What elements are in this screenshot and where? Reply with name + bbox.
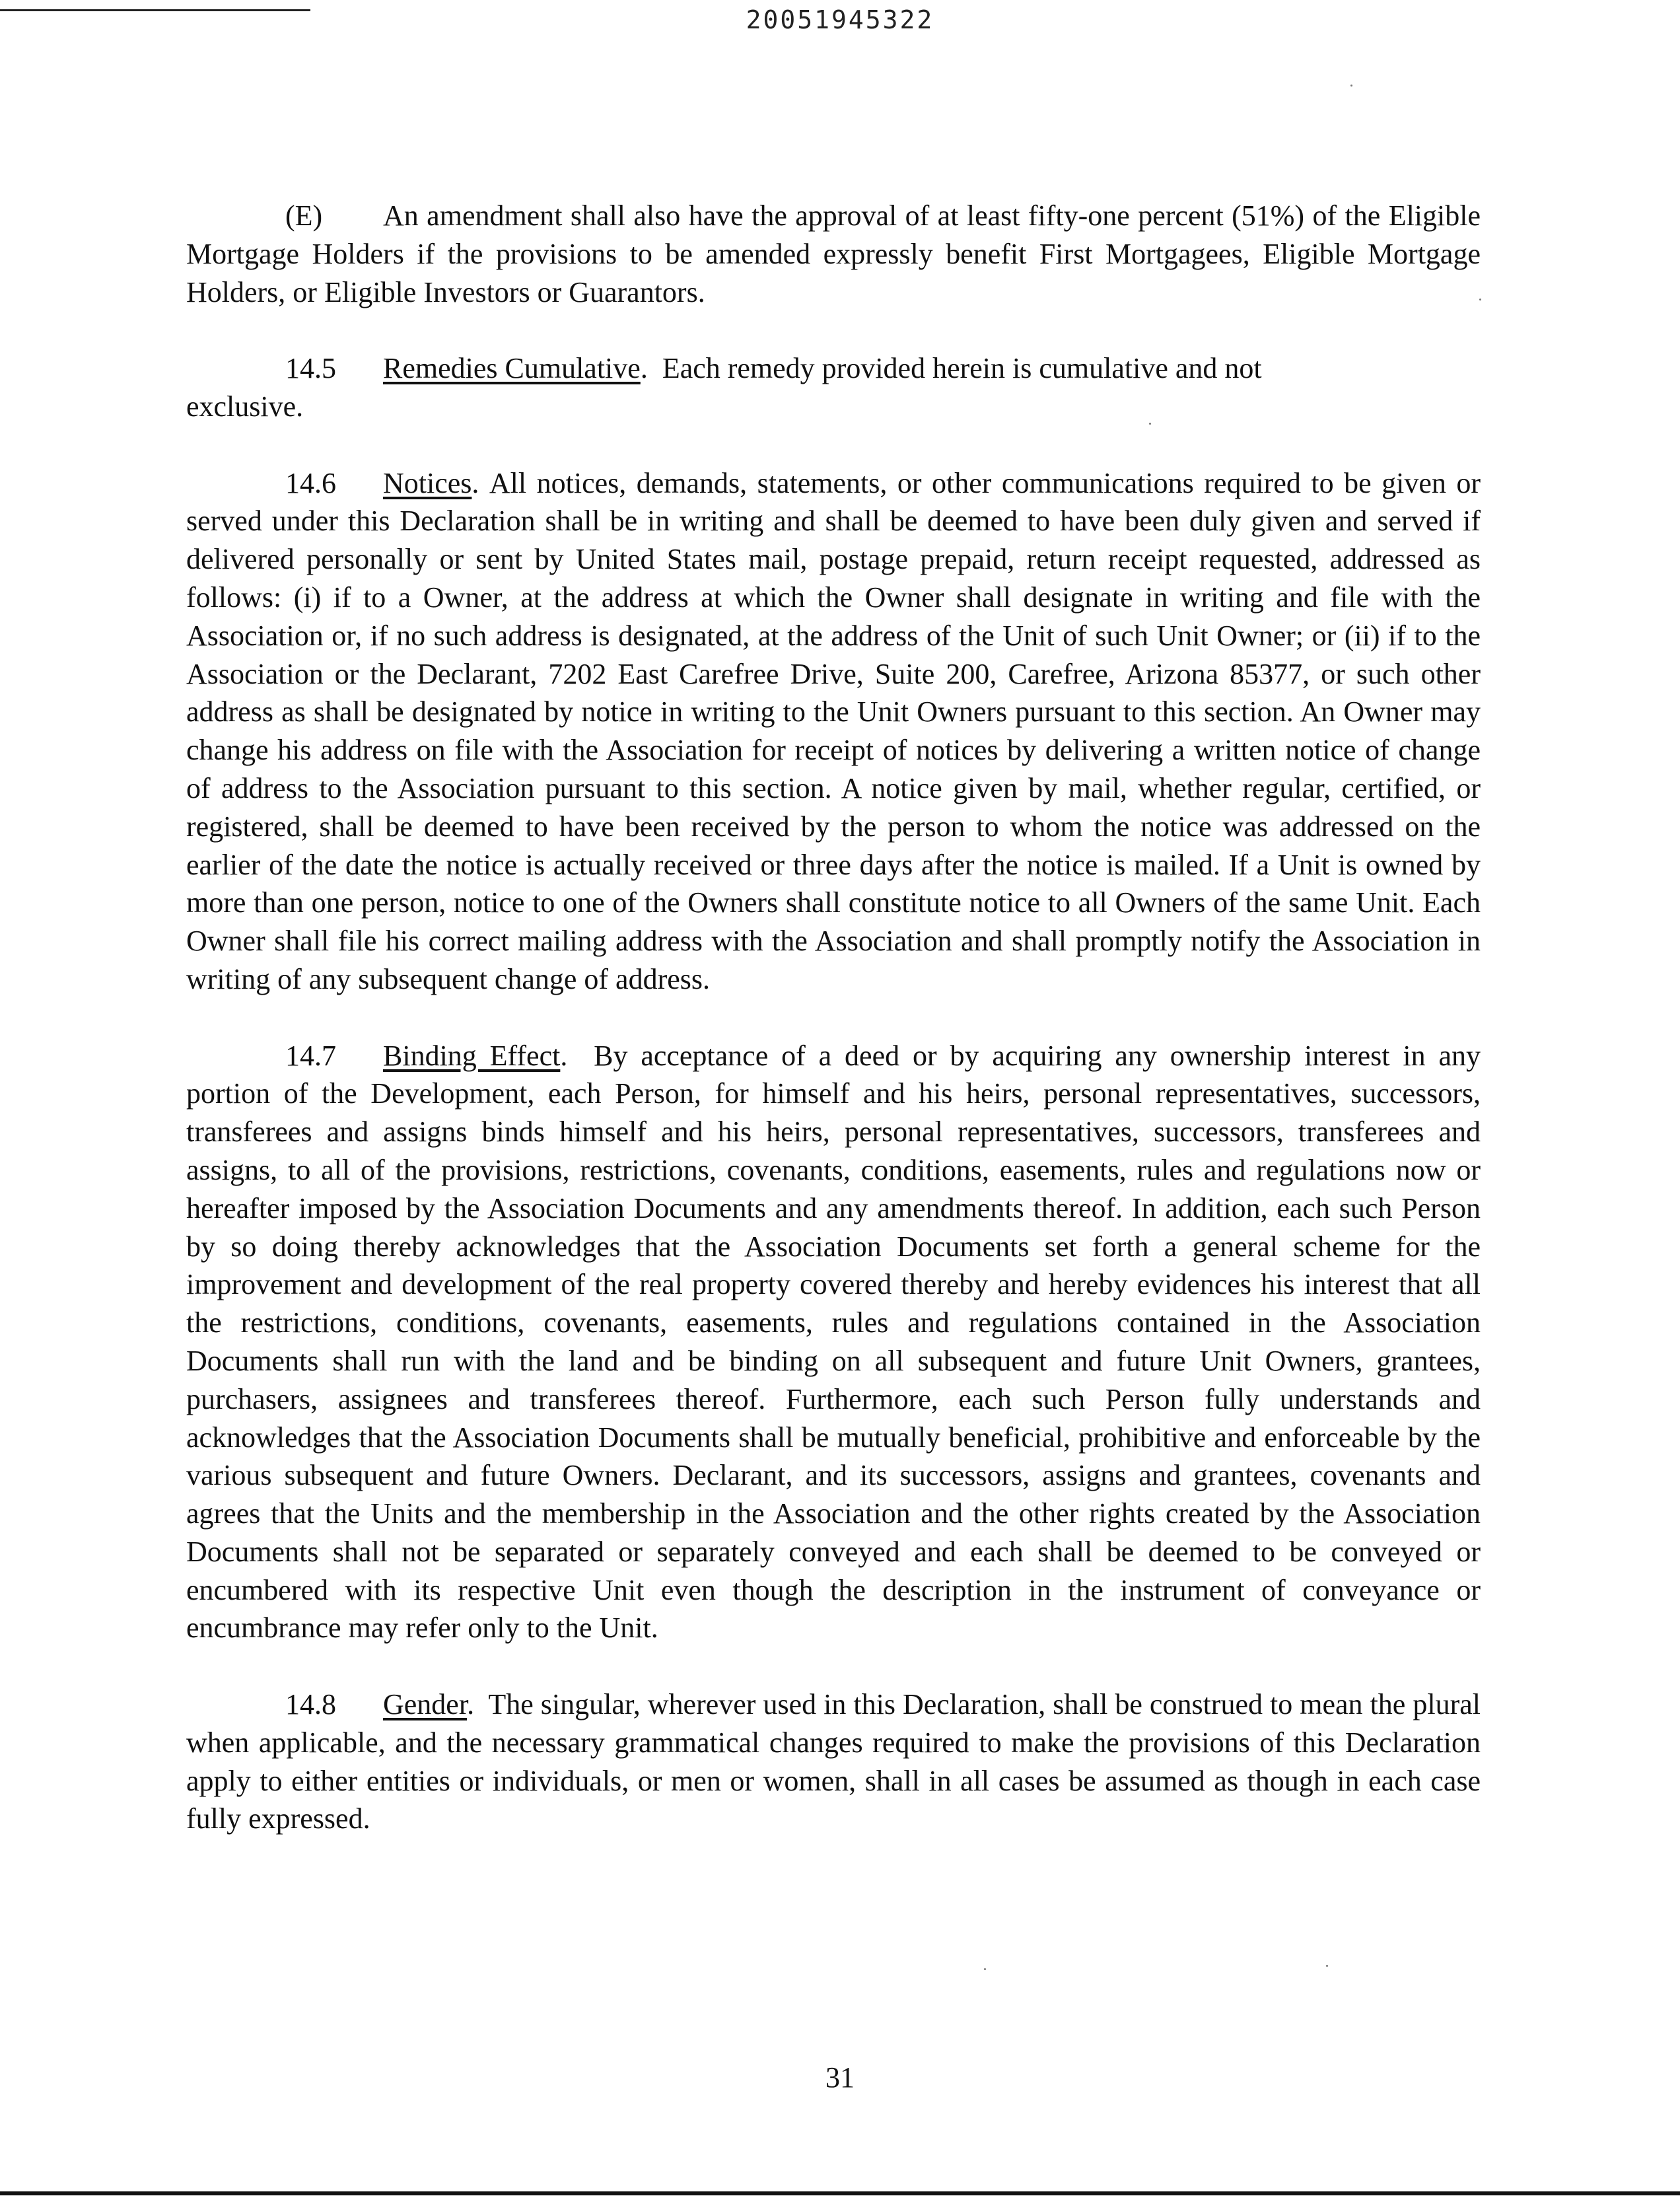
section-14-8: 14.8 Gender. The singular, wherever used in this Declaration, shall be construed to mean the plural when applicable, and the necessary grammatical changes required to make the provisions of this Declaration apply to either entities or individuals, or men or women, shall in all cases be assumed as though in each case fully expressed. xyxy=(186,1685,1481,1838)
scan-speck xyxy=(1149,423,1151,425)
section-text: All notices, demands, statements, or other communications required to be given or served under this Declaration shall be in writing and shall be deemed to have been duly given and served if delivered personally or sent by United States mail, postage prepaid, return receipt requested, addressed as follows: (i) if to a Owner, at the address at which the Owner shall designate in writing and file with the Association or, if no such address is designated, at the address of the Unit of such Unit Owner; or (ii) if to the Association or the Declarant, 7202 East Carefree Drive, Suite 200, Carefree, Arizona 85377, or such other address as shall be designated by notice in writing to the Unit Owners pursuant to this section. An Owner may change his address on file with the Association for receipt of notices by delivering a written notice of change of address to the Association pursuant to this section. A notice given by mail, whether regular, certified, or registered, shall be deemed to have been received by the person to whom the notice was addressed on the earlier of the date the notice is actually received or three days after the notice is mailed. If a Unit is owned by more than one person, notice to one of the Owners shall constitute notice to all Owners of the same Unit. Each Owner shall file his correct mailing address with the Association and shall promptly notify the Association in writing of any subsequent change of address. xyxy=(186,466,1481,995)
section-text: The singular, wherever used in this Declaration, shall be construed to mean the plural when applicable, and the necessary grammatical changes required to make the provisions of this Declaration apply to either entities or individuals, or men or women, shall in all cases be assumed as though in each case fully expressed. xyxy=(186,1688,1481,1835)
document-body xyxy=(186,197,1481,1876)
section-number: 14.8 xyxy=(285,1688,336,1721)
page-number: 31 xyxy=(825,2061,855,2094)
section-heading: Gender xyxy=(383,1688,468,1721)
section-text: Each remedy provided herein is cumulative and not xyxy=(662,352,1262,385)
paragraph-enumerator: (E) xyxy=(285,199,323,232)
section-14-6: 14.6 Notices. All notices, demands, statements, or other communications required to be given or served under this Declaration shall be in writing and shall be deemed to have been duly given and served if delivered personally or sent by United States mail, postage prepaid, return receipt requested, addressed as follows: (i) if to a Owner, at the address at which the Owner shall designate in writing and file with the Association or, if no such address is designated, at the address of the Unit of such Unit Owner; or (ii) if to the Association or the Declarant, 7202 East Carefree Drive, Suite 200, Carefree, Arizona 85377, or such other address as shall be designated by notice in writing to the Unit Owners pursuant to this section. An Owner may change his address on file with the Association for receipt of notices by delivering a written notice of change of address to the Association pursuant to this section. A notice given by mail, whether regular, certified, or registered, shall be deemed to have been received by the person to whom the notice was addressed on the earlier of the date the notice is actually received or three days after the notice is mailed. If a Unit is owned by more than one person, notice to one of the Owners shall constitute notice to all Owners of the same Unit. Each Owner shall file his correct mailing address with the Association and shall promptly notify the Association in writing of any subsequent change of address. xyxy=(186,464,1481,999)
section-text: By acceptance of a deed or by acquiring any ownership interest in any portion of the Development, each Person, for himself and his heirs, personal representatives, successors, transferees and assigns binds himself and his heirs, personal representatives, successors, transferees and assigns, to all of the provisions, restrictions, covenants, conditions, easements, rules and regulations now or hereafter imposed by the Association Documents and any amendments thereof. In addition, each such Person by so doing thereby acknowledges that the Association Documents set forth a general scheme for the improvement and development of the real property covered thereby and hereby evidences his interest that all the restrictions, conditions, covenants, easements, rules and regulations contained in the Association Documents shall run with the land and be binding on all subsequent and future Unit Owners, grantees, purchasers, assignees and transferees thereof. Furthermore, each such Person fully understands and acknowledges that the Association Documents shall be mutually beneficial, prohibitive and enforceable by the various subsequent and future Owners. Declarant, and its successors, assigns and grantees, covenants and agrees that the Units and the membership in the Association and the other rights created by the Association Documents shall not be separated or separately conveyed and each shall be deemed to be conveyed or encumbered with its respective Unit even though the description in the instrument of conveyance or encumbrance may refer only to the Unit. xyxy=(186,1039,1481,1645)
section-14-5: 14.5 Remedies Cumulative. Each remedy provided herein is cumulative and not exclusive. xyxy=(186,349,1481,426)
scan-speck xyxy=(984,1968,986,1970)
scan-speck xyxy=(1326,1965,1328,1967)
section-number: 14.7 xyxy=(285,1039,336,1072)
paragraph-amendment-e xyxy=(186,197,1481,311)
scan-speck xyxy=(1479,299,1481,301)
document-number: 20051945322 xyxy=(746,5,934,34)
section-14-7: 14.7 Binding Effect. By acceptance of a deed or by acquiring any ownership interest in any portion of the Development, each Person, for himself and his heirs, personal representatives, successors, transferees and assigns binds himself and his heirs, personal representatives, successors, transferees and assigns, to all of the provisions, restrictions, covenants, conditions, easements, rules and regulations now or hereafter imposed by the Association Documents and any amendments thereof. In addition, each such Person by so doing thereby acknowledges that the Association Documents set forth a general scheme for the improvement and development of the real property covered thereby and hereby evidences his interest that all the restrictions, conditions, covenants, easements, rules and regulations contained in the Association Documents shall run with the land and be binding on all subsequent and future Unit Owners, grantees, purchasers, assignees and transferees thereof. Furthermore, each such Person fully understands and acknowledges that the Association Documents shall be mutually beneficial, prohibitive and enforceable by the various subsequent and future Owners. Declarant, and its successors, assigns and grantees, covenants and agrees that the Units and the membership in the Association and the other rights created by the Association Documents shall not be separated or separately conveyed and each shall be deemed to be conveyed or encumbered with its respective Unit even though the description in the instrument of conveyance or encumbrance may refer only to the Unit. xyxy=(186,1037,1481,1648)
section-heading: Remedies Cumulative xyxy=(383,352,641,385)
section-text-tail: exclusive. xyxy=(186,390,304,423)
scan-speck xyxy=(1350,85,1352,87)
section-heading: Binding Effect xyxy=(383,1039,561,1072)
bottom-rule xyxy=(0,2191,1680,2195)
paragraph-text: An amendment shall also have the approval of at least fifty-one percent (51%) of the Eligible Mortgage Holders if the provisions to be amended expressly benefit First Mortgagees, Eligible Mortgage Holders, or Eligible Investors or Guarantors. xyxy=(186,199,1481,308)
section-heading: Notices xyxy=(383,466,472,499)
section-number: 14.6 xyxy=(285,466,336,499)
section-number: 14.5 xyxy=(285,352,336,385)
